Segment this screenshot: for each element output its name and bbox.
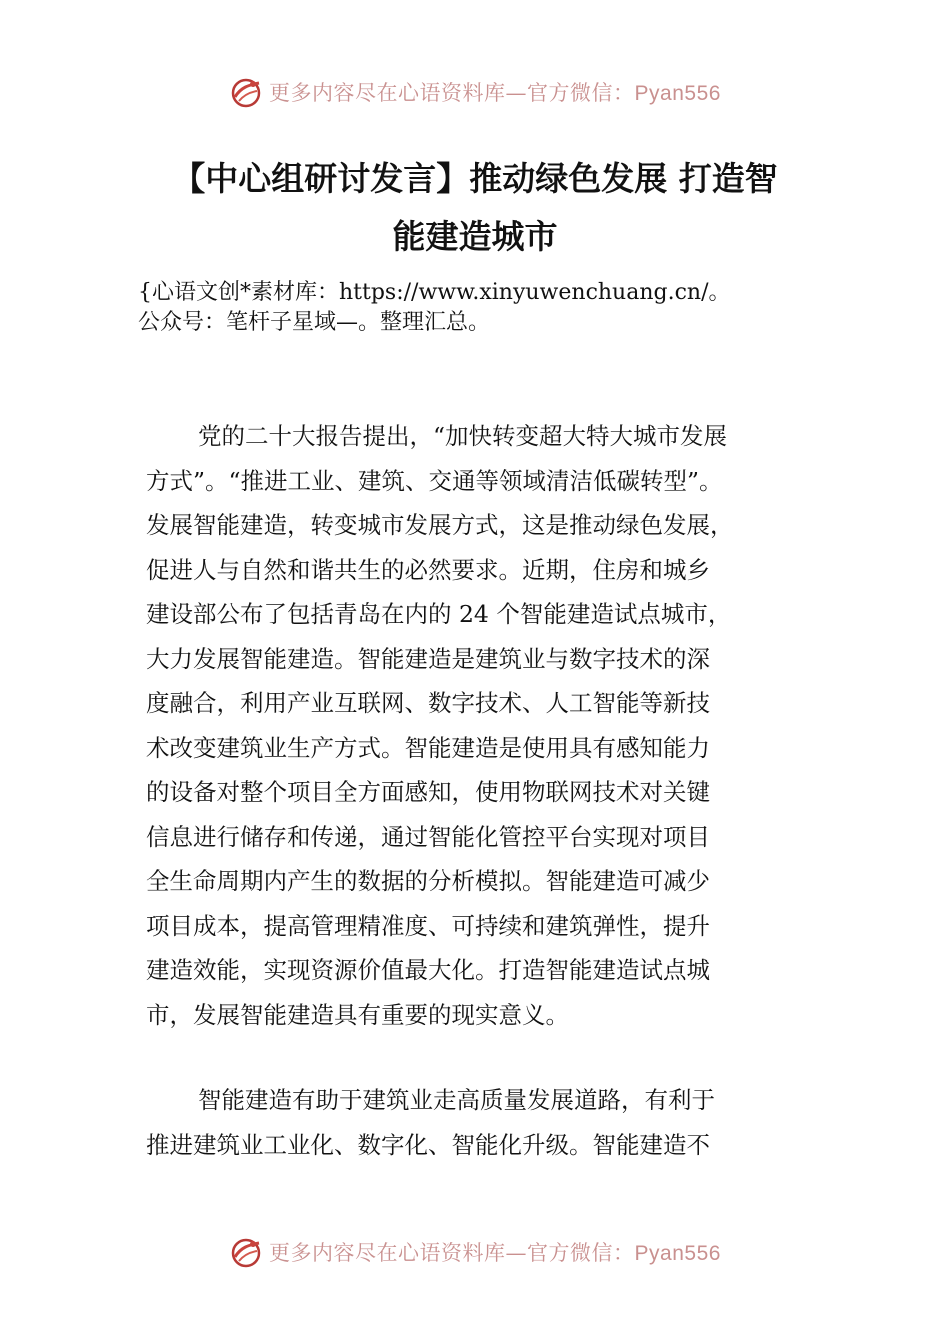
watermark-banner-top — [0, 72, 950, 112]
paragraph-line: 术改变建筑业生产方式。智能建造是使用具有感知能力 — [146, 733, 710, 762]
source-note-line-2: 公众号：笔杆子星域—。整理汇总。 — [138, 310, 491, 335]
body-paragraph-2 — [146, 1078, 806, 1167]
paragraph-line: 的设备对整个项目全方面感知，使用物联网技术对关键 — [146, 778, 710, 806]
watermark-label: 更多内容尽在心语资料库—官方微信： — [269, 81, 635, 105]
paragraph-line: 建设部公布了包括青岛在内的 24 个智能建造试点城市， — [146, 600, 732, 628]
paragraph-line: 推进建筑业工业化、数字化、智能化升级。智能建造不 — [146, 1130, 710, 1159]
document-title-line-1: 【中心组研讨发言】推动绿色发展 打造智 — [172, 159, 778, 198]
paragraph-line: 信息进行储存和传递，通过智能化管控平台实现对项目 — [146, 822, 710, 851]
paragraph-line: 建造效能，实现资源价值最大化。打造智能建造试点城 — [146, 956, 710, 984]
watermark-banner-bottom — [0, 1232, 950, 1272]
source-note-line-1: {心语文创*素材库：https://www.xinyuwenchuang.cn/。 — [138, 280, 731, 305]
paragraph-line: 发展智能建造，转变城市发展方式，这是推动绿色发展， — [146, 511, 734, 539]
watermark-handle: Pyan556 — [634, 1242, 721, 1265]
body-paragraph-1 — [146, 414, 806, 1037]
red-sun-logo-icon — [229, 1235, 263, 1269]
paragraph-line: 全生命周期内产生的数据的分析模拟。智能建造可减少 — [146, 867, 710, 895]
paragraph-line: 方式”。“推进工业、建筑、交通等领域清洁低碳转型”。 — [146, 466, 723, 495]
paragraph-line: 智能建造有助于建筑业走高质量发展道路，有利于 — [198, 1086, 715, 1114]
red-sun-logo-icon — [229, 75, 263, 109]
document-title — [120, 150, 830, 266]
watermark-label: 更多内容尽在心语资料库—官方微信： — [269, 1241, 635, 1265]
paragraph-line: 度融合，利用产业互联网、数字技术、人工智能等新技 — [146, 689, 710, 717]
paragraph-line: 促进人与自然和谐共生的必然要求。近期，住房和城乡 — [146, 555, 710, 584]
paragraph-line: 市，发展智能建造具有重要的现实意义。 — [146, 1000, 569, 1029]
watermark-text — [269, 77, 721, 107]
paragraph-line: 项目成本，提高管理精准度、可持续和建筑弹性，提升 — [146, 911, 710, 940]
watermark-text — [269, 1237, 721, 1267]
paragraph-line: 大力发展智能建造。智能建造是建筑业与数字技术的深 — [146, 644, 710, 673]
source-note — [138, 278, 838, 338]
document-title-line-2: 能建造城市 — [392, 217, 558, 256]
watermark-handle: Pyan556 — [634, 82, 721, 105]
paragraph-line: 党的二十大报告提出，“加快转变超大特大城市发展 — [198, 422, 728, 450]
